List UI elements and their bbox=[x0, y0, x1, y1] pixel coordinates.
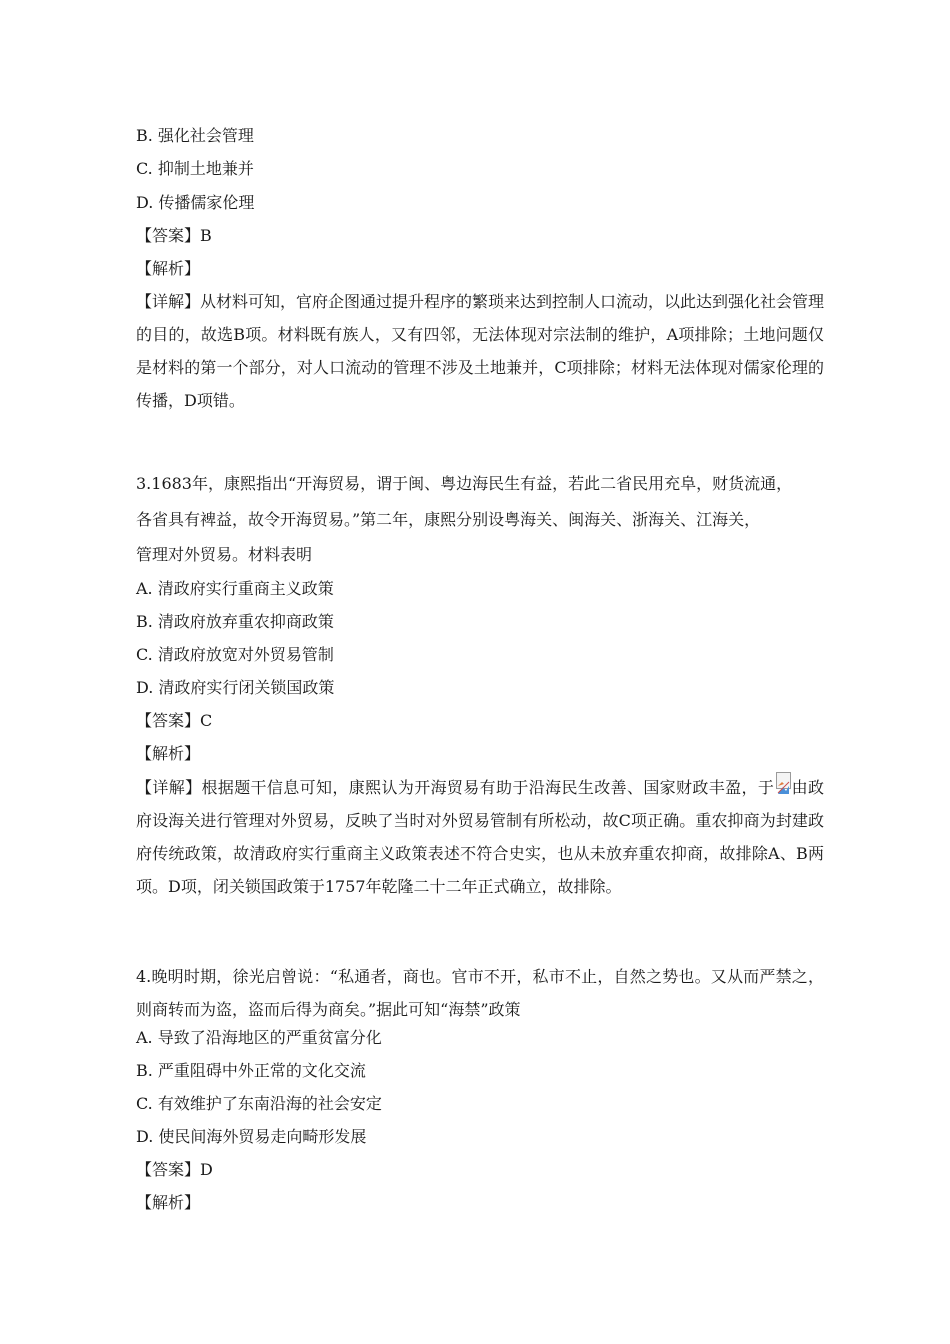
q3-option-d: D. 清政府实行闭关锁国政策 bbox=[136, 678, 335, 697]
q4-option-b: B. 严重阻碍中外正常的文化交流 bbox=[136, 1061, 366, 1080]
q2-answer: 【答案】B bbox=[136, 226, 212, 245]
q3-option-b: B. 清政府放弃重农抑商政策 bbox=[136, 612, 334, 631]
q3-answer: 【答案】C bbox=[136, 711, 213, 730]
q4-analysis-label: 【解析】 bbox=[136, 1193, 201, 1212]
q3-stem-line-1: 3.1683年，康熙指出“开海贸易，谓于闽、粤边海民生有益，若此二省民用充阜，财货流通， bbox=[136, 474, 793, 493]
q2-option-c: C. 抑制土地兼并 bbox=[136, 159, 254, 178]
q4-option-c: C. 有效维护了东南沿海的社会安定 bbox=[136, 1094, 382, 1113]
q2-option-d: D. 传播儒家伦理 bbox=[136, 193, 255, 212]
q2-analysis-label: 【解析】 bbox=[136, 259, 201, 278]
q3-stem-line-2: 各省具有裨益，故令开海贸易。”第二年，康熙分别设粤海关、闽海关、浙海关、江海关， bbox=[136, 510, 761, 529]
q3-option-c: C. 清政府放宽对外贸易管制 bbox=[136, 645, 334, 664]
q4-option-a: A. 导致了沿海地区的严重贫富分化 bbox=[136, 1028, 382, 1047]
q4-stem: 4.晚明时期，徐光启曾说：“私通者，商也。官市不开，私市不止，自然之势也。又从而严禁之，则商转而为盗，盗而后得为商矣。”据此可知“海禁”政策 bbox=[136, 967, 824, 1019]
q3-stem-line-3: 管理对外贸易。材料表明 bbox=[136, 545, 313, 564]
q2-option-b: B. 强化社会管理 bbox=[136, 126, 254, 145]
q3-option-a: A. 清政府实行重商主义政策 bbox=[136, 579, 334, 598]
q3-analysis-label: 【解析】 bbox=[136, 744, 201, 763]
q2-detail: 【详解】从材料可知，官府企图通过提升程序的繁琐来达到控制人口流动，以此达到强化社会管理的目的，故选B项。材料既有族人，又有四邻，无法体现对宗法制的维护，A项排除；土地问题仅是材料的第一个部分，对人口流动的管理不涉及土地兼并，C项排除；材料无法体现对儒家伦理的传播，D项错。 bbox=[136, 292, 825, 410]
q4-option-d: D. 使民间海外贸易走向畸形发展 bbox=[136, 1127, 367, 1146]
q3-detail-part-2: 由政府设海关进行管理对外贸易，反映了当时对外贸易管制有所松动，故C项正确。重农抑商为封建政府传统政策，故清政府实行重商主义政策表述不符合史实，也从未放弃重农抑商，故排除A、B两项。D项，闭关锁国政策于1757年乾隆二十二年正式确立，故排除。 bbox=[136, 778, 824, 896]
broken-image-icon bbox=[776, 772, 791, 789]
q4-answer: 【答案】D bbox=[136, 1160, 213, 1179]
q3-detail bbox=[136, 771, 824, 903]
q3-detail-part-1: 【详解】根据题干信息可知，康熙认为开海贸易有助于沿海民生改善、国家财政丰盈，于 bbox=[136, 778, 775, 797]
